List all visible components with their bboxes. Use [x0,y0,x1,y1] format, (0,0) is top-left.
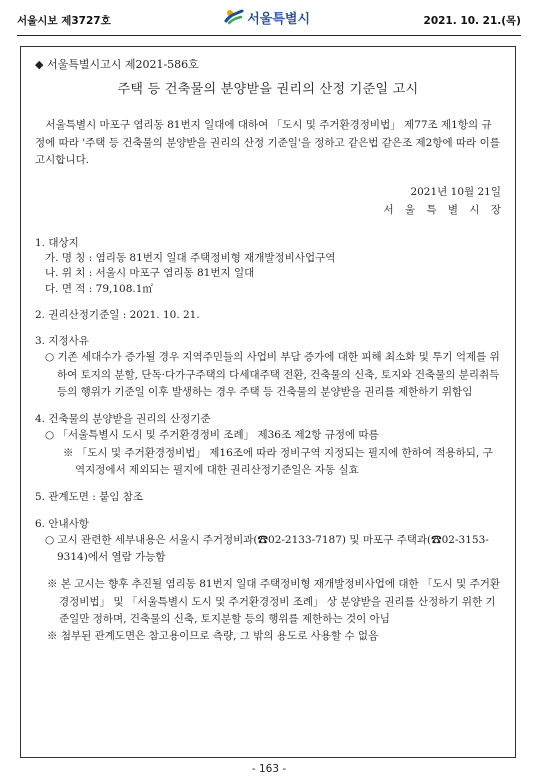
page-header [17,0,521,34]
notice-number: ◆ 서울특별시고시 제2021-586호 [35,58,199,71]
seoul-logo-icon [224,9,244,25]
logo-text: 서울특별시 [247,11,311,27]
header-rule [17,35,521,36]
section-heading: 6. 안내사항 [35,517,89,530]
section-heading: 3. 지정사유 [35,335,89,348]
criteria-note: ※ 「도시 및 주거환경정비법」 제16조에 따라 정비구역 지정되는 필지에 한하여 적용하되, 구역지정에서 제외되는 필지에 대한 권리산정기준일은 자동 실효 [63,446,493,477]
sign-date: 2021년 10월 21일 [410,186,501,199]
section-guidance [35,517,501,646]
section-drawings [35,490,501,505]
section-heading: 2. 권리산정기준일 : 2021. 10. 21. [35,308,200,321]
section-heading: 1. 대상지 [35,237,79,249]
issue-number: 서울시보 제3727호 [17,14,111,27]
seoul-logo [224,8,310,27]
notice-title: 주택 등 건축물의 분양받을 권리의 산정 기준일 고시 [117,81,419,97]
section-heading: 5. 관계도면 : 붙임 참조 [35,491,144,504]
page-number: - 163 - [251,763,287,775]
section-reference-date [35,308,501,323]
reason-body: ○ 기존 세대수가 증가될 경우 지역주민들의 사업비 부담 증가에 대한 피해 최소화 및 투기 억제를 위하여 토지의 분할, 단독·다가구주택의 다세대주택 전환, 건축물의 신축, 토지와 건축물의 분리취득 등의 행위가 기준일 이후 발생하는 경우 주택 등 건축물의 분양받을 권리를 제한하기 위함임 [45,351,500,398]
section-reason [35,334,501,401]
guidance-note-2: ※ 첨부된 관계도면은 참고용이므로 측량, 그 밖의 용도로 사용할 수 없음 [47,630,379,643]
area-name: 가. 명 칭 : 염리동 81번지 일대 주택정비형 재개발정비사업구역 [45,252,336,265]
notice-intro: 서울특별시 마포구 염리동 81번지 일대에 대하여 「도시 및 주거환경정비법」 제77조 제1항의 규정에 따라 '주택 등 건축물의 분양받을 권리의 산정 기준일'을 정하고 같은법 같은조 제2항에 따라 이를 고시합니다. [35,118,500,167]
section-target-area [35,236,501,297]
area-location: 나. 위 치 : 서울시 마포구 염리동 81번지 일대 [45,267,255,280]
section-heading: 4. 건축물의 분양받을 권리의 산정기준 [35,413,211,426]
criteria-body: ○ 「서울특별시 도시 및 주거환경정비 조례」 제36조 제2항 규정에 따름 [45,429,379,442]
area-size: 다. 면 적 : 79,108.1㎡ [45,282,153,295]
issue-date: 2021. 10. 21.(목) [423,14,521,27]
guidance-note-1: ※ 본 고시는 향후 추진될 염리동 81번지 일대 주택정비형 재개발정비사업에 대한 「도시 및 주거환경정비법」 및 「서울특별시 도시 및 주거환경정비 조례」 상 분양받을 권리를 산정하기 위한 기준일만 정하며, 건축물의 신축, 토지분할 등의 행위를 제한하는 것이 아님 [47,578,501,626]
guidance-body: ○ 고시 관련한 세부내용은 서울시 주거정비과(☎02-2133-7187) 및 마포구 주택과(☎02-3153-9314)에서 열람 가능함 [45,533,489,564]
signature-block [35,184,505,220]
sign-mayor: 서 울 특 별 시 장 [383,204,505,217]
notice-box [20,46,516,758]
section-criteria [35,412,501,479]
